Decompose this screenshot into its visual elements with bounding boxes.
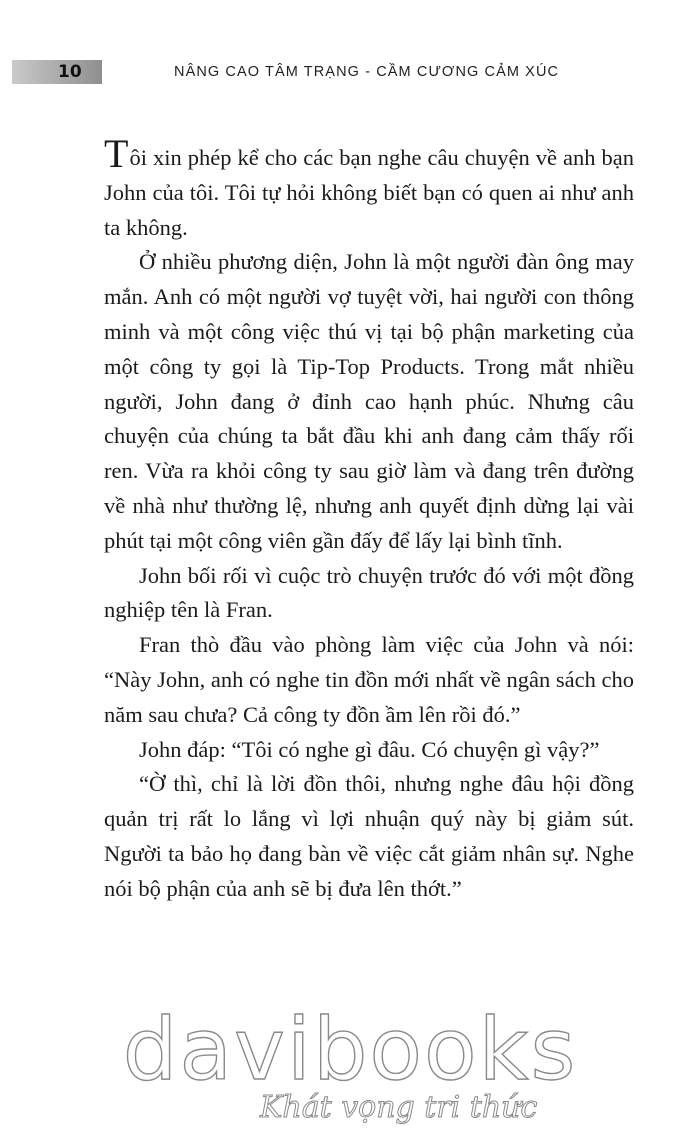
watermark-logo: davibooks (122, 1000, 578, 1100)
paragraph-2: Ở nhiều phương diện, John là một người đàn ông may mắn. Anh có một người vợ tuyệt vời, hai người con thông minh và một công việc thú vị tại bộ phận marketing của một công ty gọi là Tip-Top Products. Trong mắt nhiều người, John đang ở đỉnh cao hạnh phúc. Nhưng câu chuyện của chúng ta bắt đầu khi anh đang cảm thấy rối ren. Vừa ra khỏi công ty sau giờ làm và đang trên đường về nhà như thường lệ, nhưng anh quyết định dừng lại vài phút tại một công viên gần đấy để lấy lại bình tĩnh. (104, 249, 634, 553)
drop-cap: T (104, 131, 129, 176)
paragraph-6: “Ờ thì, chỉ là lời đồn thôi, nhưng nghe đâu hội đồng quản trị rất lo lắng vì lợi nhuận quý này bị giảm sút. Người ta bảo họ đang bàn về việc cắt giảm nhân sự. Nghe nói bộ phận của anh sẽ bị đưa lên thớt.” (104, 771, 634, 901)
paragraph-1 (104, 131, 634, 245)
body-text (104, 131, 634, 907)
paragraph-3: John bối rối vì cuộc trò chuyện trước đó với một đồng nghiệp tên là Fran. (104, 562, 634, 623)
paragraph-1-text: ôi xin phép kể cho các bạn nghe câu chuyện về anh bạn John của tôi. Tôi tự hỏi không biết bạn có quen ai như anh ta không. (104, 145, 634, 240)
watermark-tagline: Khát vọng tri thức (260, 1090, 538, 1125)
paragraph-4: Fran thò đầu vào phòng làm việc của John và nói: “Này John, anh có nghe tin đồn mới nhất về ngân sách cho năm sau chưa? Cả công ty đồn ầm lên rồi đó.” (104, 632, 634, 727)
page-number-tab (12, 60, 102, 84)
page-number: 10 (58, 62, 82, 82)
paragraph-5: John đáp: “Tôi có nghe gì đâu. Có chuyện gì vậy?” (139, 736, 600, 762)
running-title: NÂNG CAO TÂM TRẠNG - CẦM CƯƠNG CẢM XÚC (174, 64, 560, 80)
